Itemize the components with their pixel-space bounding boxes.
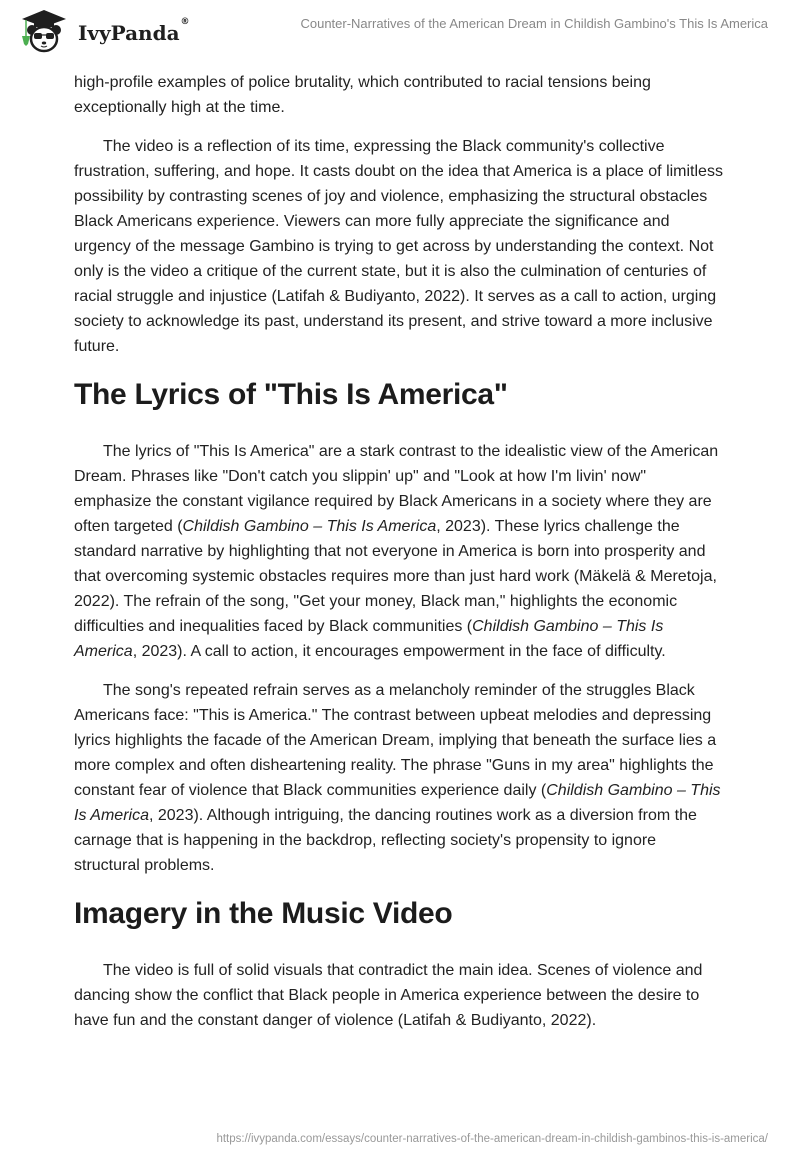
ivypanda-logo[interactable]	[18, 8, 190, 54]
section-heading-imagery: Imagery in the Music Video	[74, 897, 453, 930]
citation-title: Childish Gambino – This Is America	[74, 618, 664, 660]
source-url[interactable]: https://ivypanda.com/essays/counter-narratives-of-the-american-dream-in-childish-gambinos-this-is-america/	[216, 1133, 768, 1145]
text-span: , 2023). These lyrics challenge the standard narrative by highlighting that not everyone in America is born into prosperity and that overcoming systemic obstacles requires more than just hard work (Mäkelä & Meretoja, 2022). The refrain of the song, "Get your money, Black man," highlights the economic difficulties and inequalities faced by Black communities (	[74, 518, 717, 635]
citation-title: Childish Gambino – This Is America	[182, 518, 437, 535]
section-heading-lyrics: The Lyrics of "This Is America"	[74, 378, 508, 411]
brand-label: IvyPanda	[78, 21, 180, 45]
paragraph-imagery-1: The video is full of solid visuals that contradict the main idea. Scenes of violence and dancing show the conflict that Black people in America experience between the desire to have fun and the constant danger of violence (Latifah & Budiyanto, 2022).	[74, 962, 703, 1029]
paragraph-context: The video is a reflection of its time, expressing the Black community's collective frustration, suffering, and hope. It casts doubt on the idea that America is a place of limitless possibility by contrasting scenes of joy and violence, emphasizing the structural obstacles Black Americans experience. Viewers can more fully appreciate the significance and urgency of the message Gambino is trying to get across by understanding the context. Not only is the video a critique of the current state, but it is also the culmination of centuries of racial struggle and injustice (Latifah & Budiyanto, 2022). It serves as a call to action, urging society to acknowledge its past, understand its present, and strive toward a more inclusive future.	[74, 138, 723, 355]
paragraph-lyrics-2	[74, 678, 726, 878]
document-title: Counter-Narratives of the American Dream in Childish Gambino's This Is America	[300, 16, 768, 31]
paragraph-lyrics-1	[74, 439, 726, 664]
essay-body	[74, 70, 726, 1047]
paragraph-continuation: high-profile examples of police brutality, which contributed to racial tensions being exceptionally high at the time.	[74, 74, 651, 116]
brand-name	[78, 17, 190, 45]
page-header	[0, 0, 800, 60]
text-span: The lyrics of "This Is America" are a stark contrast to the idealistic view of the American Dream. Phrases like "Don't catch you slippin' up" and "Look at how I'm livin' now" emphasize the constant vigilance required by Black Americans in a society where they are often targeted (	[74, 443, 719, 535]
text-span: , 2023). Although intriguing, the dancing routines work as a diversion from the carnage that is happening in the backdrop, reflecting society's propensity to ignore structural problems.	[74, 807, 697, 874]
panda-graduate-icon	[18, 8, 70, 54]
registered-mark: ®	[180, 17, 190, 27]
citation-title: Childish Gambino – This Is America	[74, 782, 721, 824]
text-span: , 2023). A call to action, it encourages empowerment in the face of difficulty.	[132, 643, 666, 660]
text-span: The song's repeated refrain serves as a melancholy reminder of the struggles Black Americans face: "This is America." The contrast between upbeat melodies and depressing lyrics highlights the facade of the American Dream, implying that beneath the surface lies a more complex and often disheartening reality. The phrase "Guns in my area" highlights the constant fear of violence that Black communities experience daily (	[74, 682, 717, 799]
